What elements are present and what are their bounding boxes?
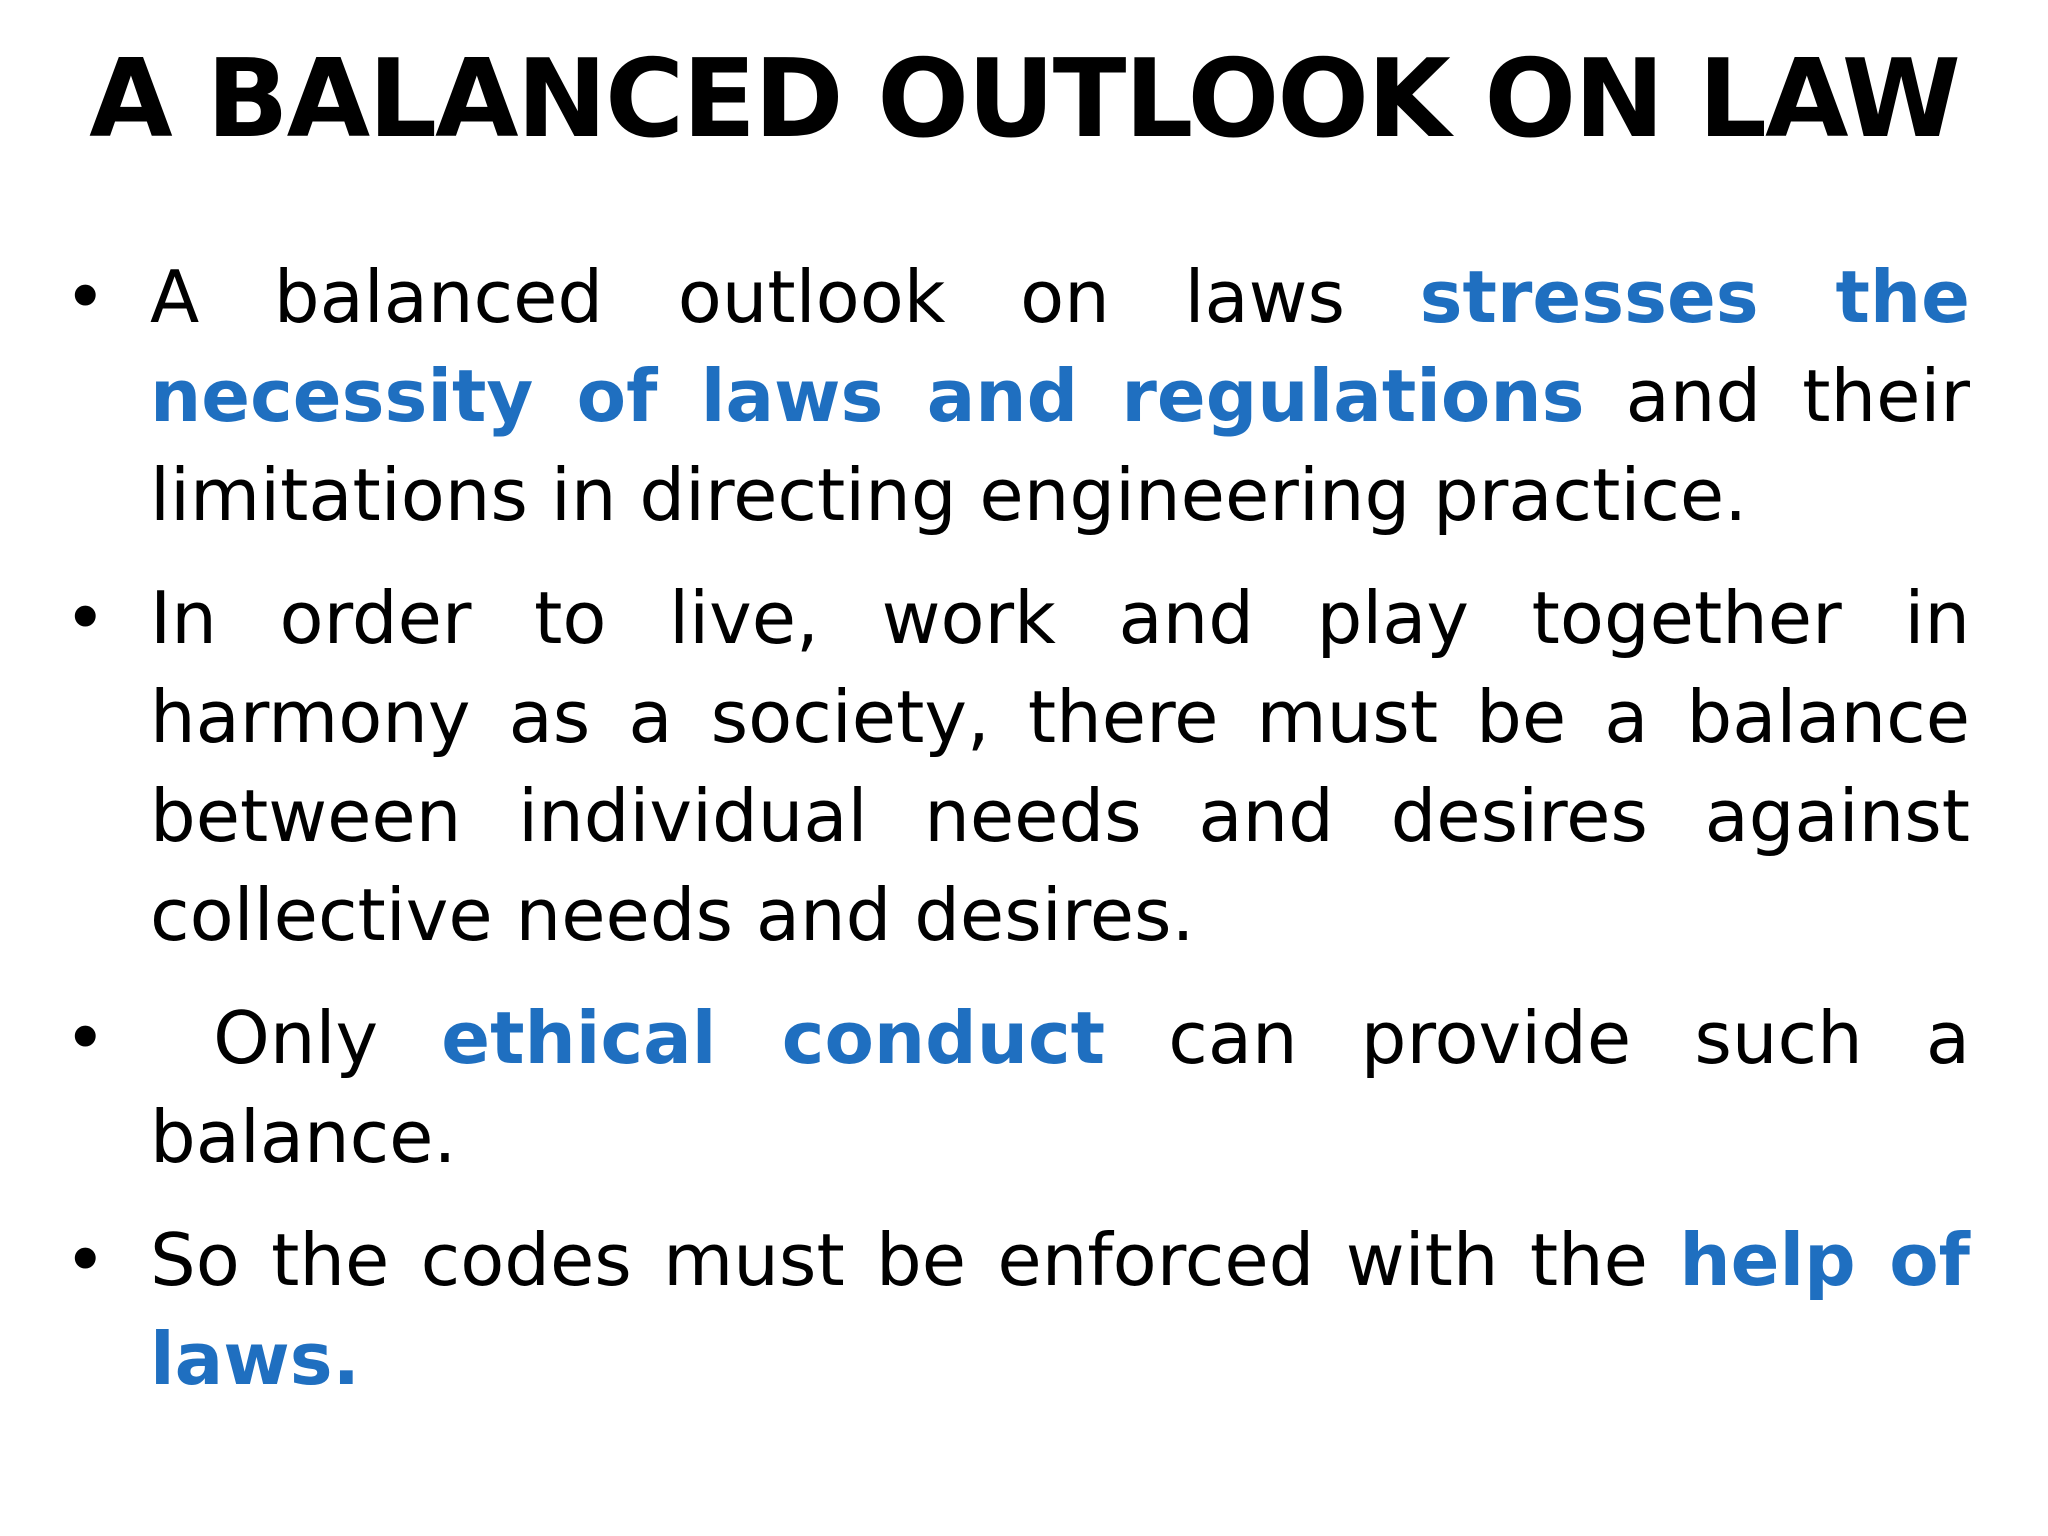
bullet-item-harmony: [64, 569, 1970, 965]
bullet-item-codes-enforced: [64, 1211, 1971, 1409]
bullet-text: So the codes must be enforced with the: [150, 1218, 1680, 1302]
bullet-text: In order to live, work and play together in harmony as a society, there must be a balance between individual needs and desires against collective needs and desires.: [150, 576, 1970, 957]
bullet-icon: •: [64, 255, 107, 339]
highlighted-text: help of laws.: [150, 1218, 1971, 1401]
bullet-text: Only: [150, 996, 442, 1080]
bullet-icon: •: [64, 996, 107, 1080]
bullet-text: and their limitations in directing engineering practice.: [150, 354, 1970, 537]
slide-title: A BALANCED OUTLOOK ON LAW: [89, 37, 1959, 162]
bullet-item-laws-outlook: [64, 248, 1970, 545]
bullet-icon: •: [64, 1218, 107, 1302]
highlighted-text: ethical conduct: [441, 996, 1106, 1080]
bullet-item-ethical-conduct: [64, 989, 1970, 1187]
highlighted-text: stresses the necessity of laws and regulations: [150, 255, 1970, 438]
bullet-list: [64, 248, 1971, 1433]
bullet-text: A balanced outlook on laws: [150, 255, 1420, 339]
bullet-icon: •: [64, 576, 107, 660]
bullet-text: can provide such a balance.: [150, 996, 1970, 1179]
